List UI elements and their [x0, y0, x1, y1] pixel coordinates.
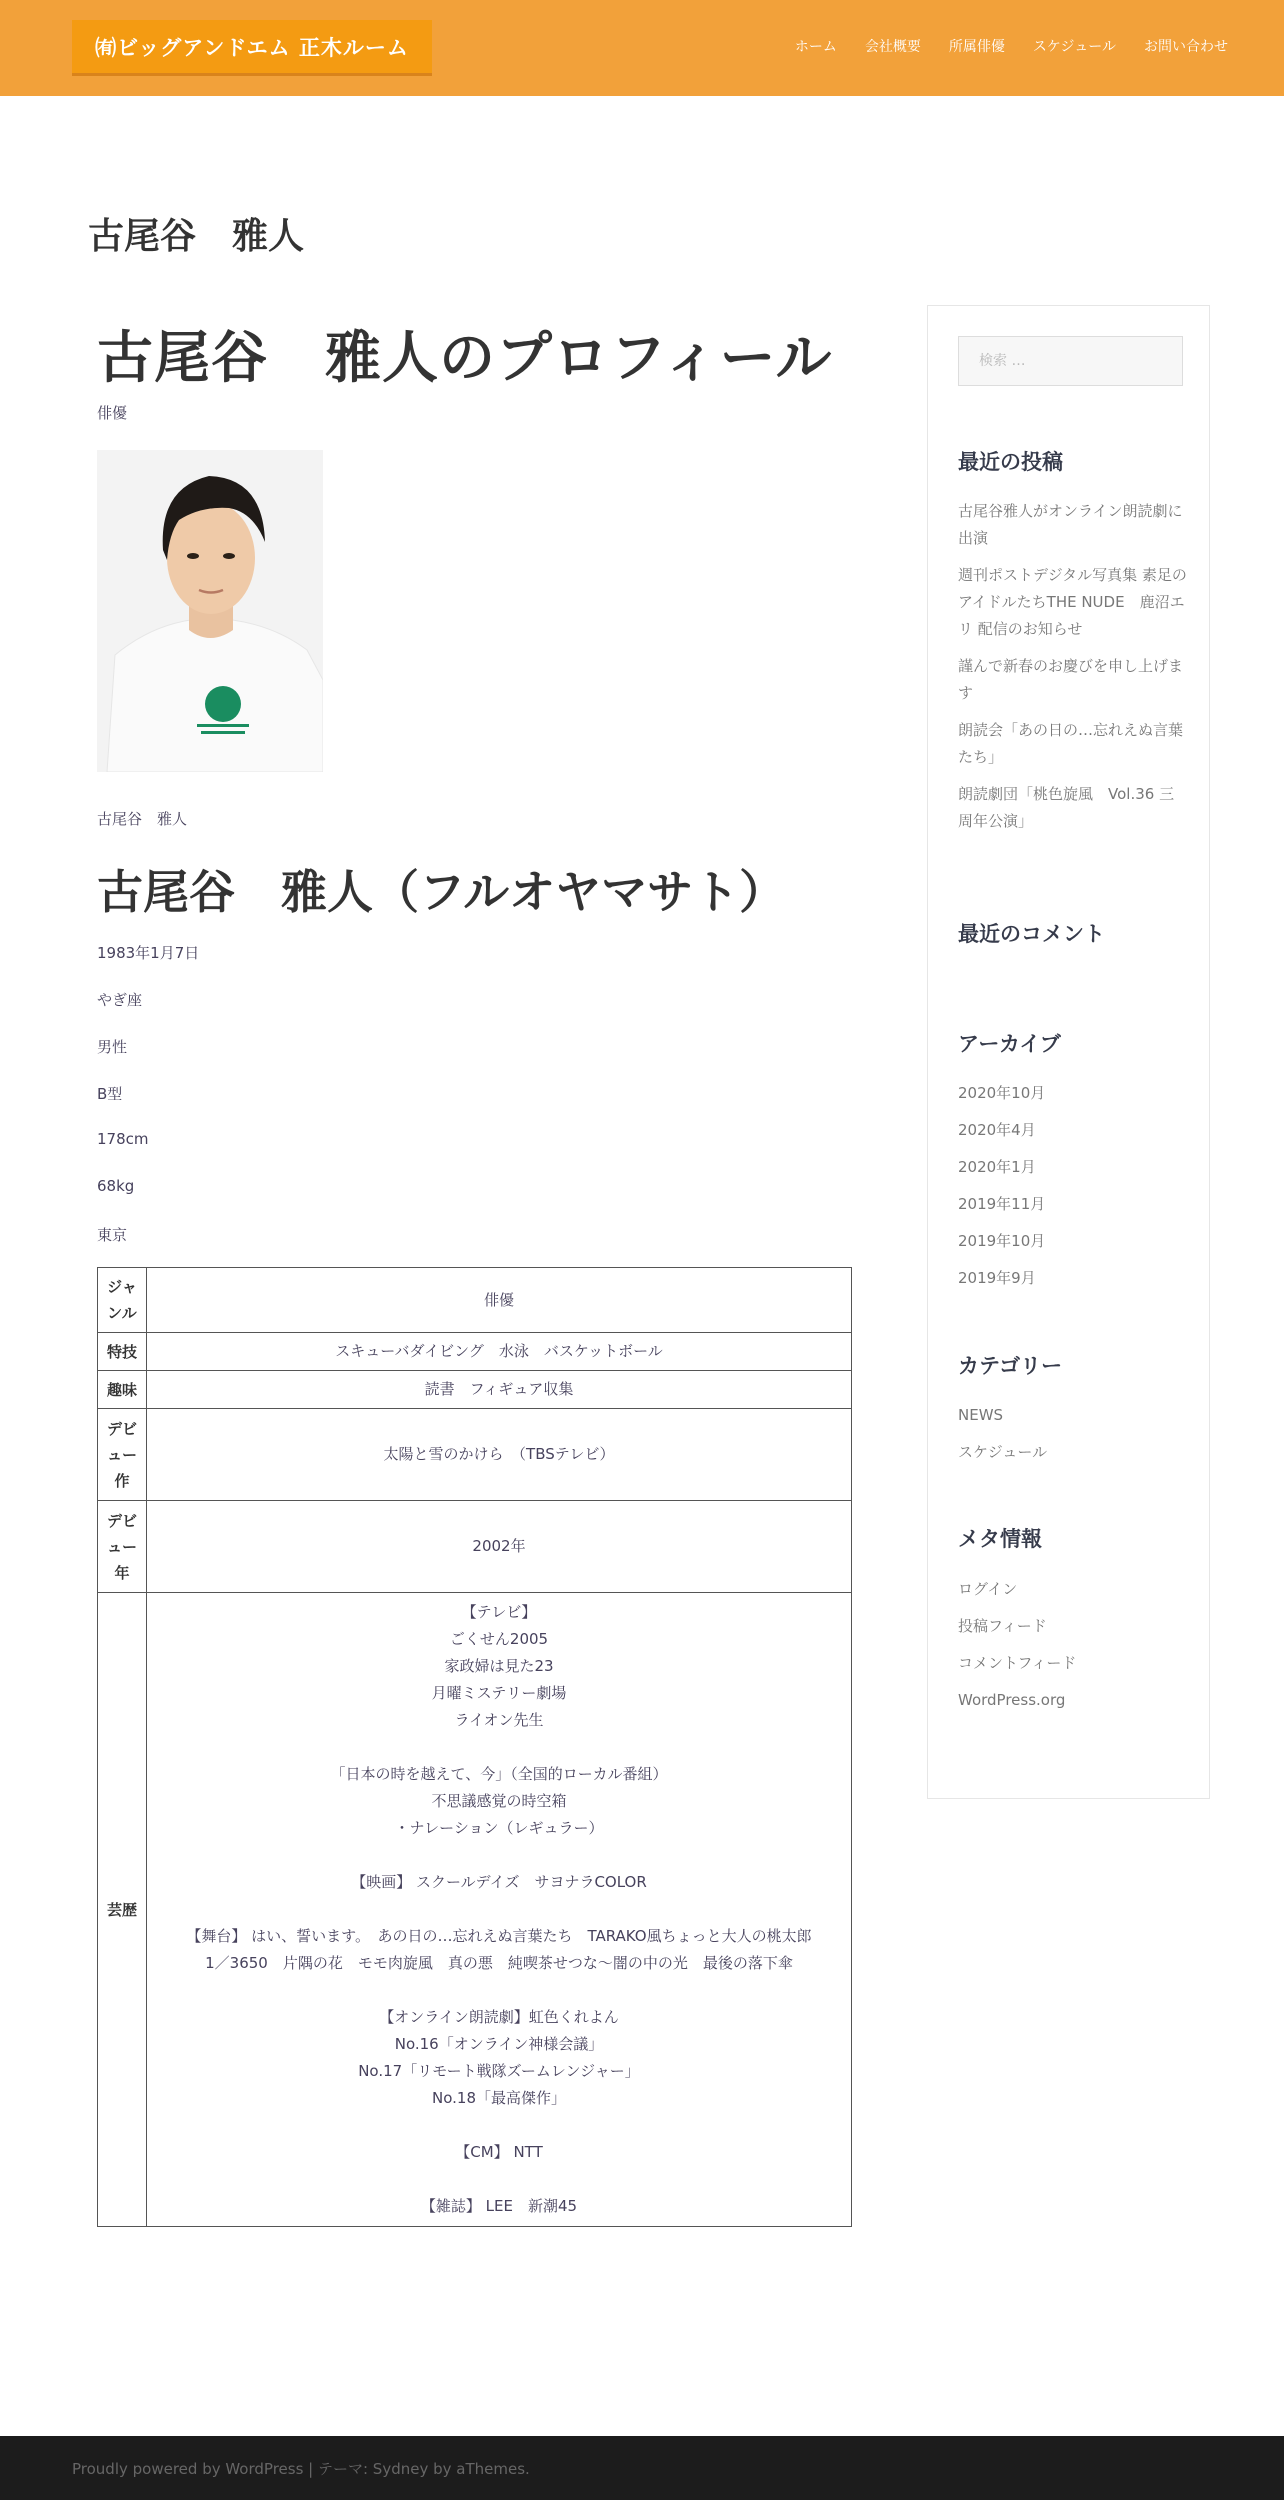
- recent-posts-list: [958, 498, 1188, 845]
- table-row: [98, 1501, 852, 1593]
- table-label: デビュー年: [98, 1501, 147, 1593]
- table-row: [98, 1593, 852, 2227]
- table-value: スキューバダイビング 水泳 バスケットボール: [147, 1333, 852, 1371]
- profile-table: [97, 1267, 852, 2227]
- table-value: 読書 フィギュア収集: [147, 1371, 852, 1409]
- recent-post-link[interactable]: 古尾谷雅人がオンライン朗読劇に出演: [958, 502, 1183, 547]
- table-row: [98, 1409, 852, 1501]
- detail-height: 178cm: [97, 1130, 149, 1148]
- search-input[interactable]: [958, 336, 1183, 386]
- nav-item-schedule[interactable]: スケジュール: [1032, 39, 1116, 55]
- category-text: 俳優: [97, 404, 128, 422]
- recent-post-link[interactable]: 朗読会「あの日の…忘れえぬ言葉たち」: [958, 721, 1184, 766]
- table-row: [98, 1333, 852, 1371]
- sidebar: [927, 305, 1210, 1799]
- archive-link[interactable]: 2020年10月: [958, 1084, 1046, 1102]
- career-text: 【テレビ】 ごくせん2005 家政婦は見た23 月曜ミステリー劇場 ライオン先生 「日本の時を越えて、今」（全国的ローカル番組） 不思議感覚の時空箱 ・ナレーション（レギュラー） 【映画】 スクールデイズ サヨナラCOLOR 【舞台】 はい、誓います。 あの日の…忘れえぬ言葉たち TARAKO風ちょっと大人の桃太郎 1／3650 片隅の花 モモ肉旋風 真の悪 純喫茶せつな～闇の中の光 最後の落下傘 【オンライン朗読劇】虹色くれよん No.16「オンライン神様会議」 No.17「リモート戦隊ズームレンジャー」 No.18「最高傑作」 【CM】 NTT 【雑誌】 LEE 新潮45: [186, 1603, 812, 2215]
- portrait-image: [97, 450, 323, 772]
- archive-link[interactable]: 2020年4月: [958, 1121, 1036, 1139]
- recent-post-link[interactable]: 週刊ポストデジタル写真集 素足のアイドルたちTHE NUDE 鹿沼エリ 配信のお知らせ: [958, 566, 1187, 638]
- main-nav: [767, 36, 1228, 56]
- profile-heading: 古尾谷 雅人のプロフィール: [97, 326, 833, 391]
- table-value: 俳優: [147, 1268, 852, 1333]
- site-footer: [0, 2436, 1284, 2500]
- meta-link-entries-feed[interactable]: 投稿フィード: [958, 1617, 1047, 1635]
- table-label: 特技: [98, 1333, 147, 1371]
- detail-zodiac: やぎ座: [97, 991, 143, 1009]
- detail-birthdate: 1983年1月7日: [97, 944, 200, 962]
- categories-title: カテゴリー: [958, 1354, 1063, 1378]
- table-label: デビュー作: [98, 1409, 147, 1501]
- table-value: 2002年: [147, 1501, 852, 1593]
- category-link[interactable]: NEWS: [958, 1406, 1004, 1424]
- meta-link-wordpress[interactable]: WordPress.org: [958, 1691, 1066, 1709]
- categories-list: [958, 1402, 1188, 1476]
- archives-title: アーカイブ: [958, 1032, 1061, 1056]
- nav-item-home[interactable]: ホーム: [794, 39, 837, 55]
- nav-item-actors[interactable]: 所属俳優: [948, 39, 1005, 55]
- meta-list: [958, 1576, 1188, 1724]
- detail-hometown: 東京: [97, 1226, 128, 1244]
- category-link[interactable]: スケジュール: [958, 1443, 1048, 1461]
- table-value: [147, 1593, 852, 2227]
- archive-link[interactable]: 2020年1月: [958, 1158, 1036, 1176]
- detail-blood-type: B型: [97, 1085, 123, 1103]
- table-label: ジャンル: [98, 1268, 147, 1333]
- actor-photo: [97, 450, 323, 772]
- archive-link[interactable]: 2019年10月: [958, 1232, 1046, 1250]
- archive-link[interactable]: 2019年9月: [958, 1269, 1036, 1287]
- recent-comments-title: 最近のコメント: [958, 922, 1105, 946]
- detail-weight: 68kg: [97, 1177, 135, 1195]
- name-heading: 古尾谷 雅人（フルオヤマサト）: [97, 865, 786, 919]
- table-value: 太陽と雪のかけら （TBSテレビ）: [147, 1409, 852, 1501]
- table-label: 趣味: [98, 1371, 147, 1409]
- recent-posts-title: 最近の投稿: [958, 450, 1063, 474]
- archives-list: [958, 1080, 1188, 1302]
- meta-link-login[interactable]: ログイン: [958, 1580, 1018, 1598]
- archive-link[interactable]: 2019年11月: [958, 1195, 1046, 1213]
- site-header: [0, 0, 1284, 96]
- table-row: [98, 1268, 852, 1333]
- meta-link-comments-feed[interactable]: コメントフィード: [958, 1654, 1077, 1672]
- site-logo[interactable]: ㈲ビッグアンドエム 正木ルーム: [72, 20, 432, 76]
- recent-post-link[interactable]: 朗読劇団「桃色旋風 Vol.36 三周年公演」: [958, 785, 1175, 830]
- photo-caption: 古尾谷 雅人: [97, 810, 188, 828]
- footer-credit[interactable]: Proudly powered by WordPress | テーマ: Sydney by aThemes.: [72, 2460, 530, 2478]
- page-title: 古尾谷 雅人: [88, 216, 305, 257]
- recent-post-link[interactable]: 謹んで新春のお慶びを申し上げます: [958, 657, 1184, 702]
- meta-title: メタ情報: [958, 1527, 1042, 1551]
- nav-item-contact[interactable]: お問い合わせ: [1144, 39, 1228, 55]
- table-label: 芸歴: [98, 1593, 147, 2227]
- detail-gender: 男性: [97, 1038, 128, 1056]
- table-row: [98, 1371, 852, 1409]
- nav-item-company[interactable]: 会社概要: [864, 39, 921, 55]
